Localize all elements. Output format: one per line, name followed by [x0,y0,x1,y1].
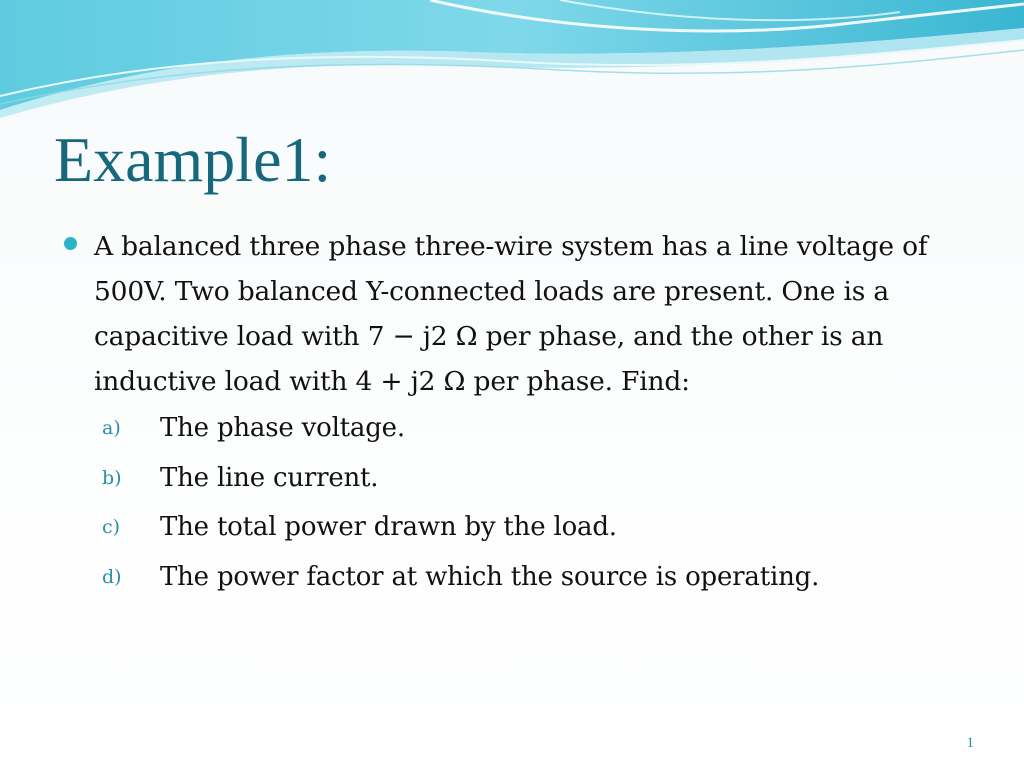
sub-question-list [64,408,964,606]
sub-question-text: The phase voltage. [160,413,405,443]
statement-part-1: A balanced three phase three-wire system has a line voltage of 500V. Two balanced Y-connected loads are present. One is a capacitive load with [94,231,928,352]
sub-question-marker: b) [102,466,122,489]
statement-part-3: per phase. Find: [465,366,690,397]
sub-question-marker: c) [102,516,121,538]
impedance-capacitive: 7 − j2 Ω [367,321,478,352]
sub-question-c [64,507,964,557]
statement-part-2: per phase, and the other is an inductive load with [94,321,884,397]
main-bullet [64,224,964,404]
sub-question-text: The power factor at which the source is operating. [160,561,820,592]
sub-question-b [64,458,964,508]
sub-question-marker: d) [102,565,122,588]
impedance-inductive: 4 + j2 Ω [355,366,466,397]
sub-question-marker: a) [102,417,121,439]
problem-statement [94,224,964,404]
slide-content [64,224,964,606]
sub-question-d [64,557,964,607]
slide-title: Example1: [54,124,332,195]
sub-question-a [64,408,964,458]
sub-question-text: The line current. [160,462,379,493]
sub-question-text: The total power drawn by the load. [160,512,617,542]
header-wave-decoration [0,0,1024,120]
bullet-dot-icon [64,237,77,250]
slide-number: 1 [966,735,974,751]
